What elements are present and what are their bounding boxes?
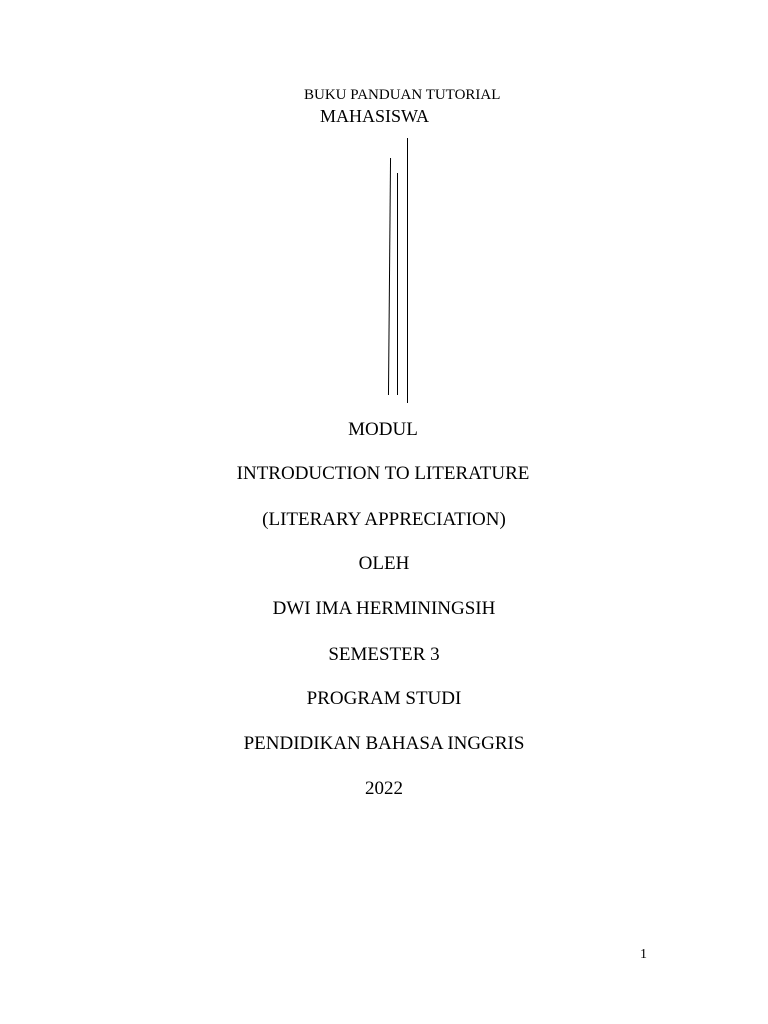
program-name: PENDIDIKAN BAHASA INGGRIS <box>243 733 525 754</box>
author-name: DWI IMA HERMININGSIH <box>272 598 496 619</box>
course-title: INTRODUCTION TO LITERATURE <box>236 463 530 484</box>
year: 2022 <box>365 778 403 799</box>
vertical-line-left <box>388 158 391 395</box>
by-label: OLEH <box>358 553 410 574</box>
page-number: 1 <box>640 947 647 962</box>
semester-label: SEMESTER 3 <box>328 644 440 665</box>
header-title-line1: BUKU PANDUAN TUTORIAL <box>304 87 501 103</box>
program-label: PROGRAM STUDI <box>306 688 462 709</box>
header-title-line2: MAHASISWA <box>320 106 430 126</box>
modul-label: MODUL <box>348 419 418 440</box>
vertical-line-right <box>407 138 408 403</box>
vertical-line-middle <box>397 173 398 395</box>
course-subtitle: (LITERARY APPRECIATION) <box>262 509 506 530</box>
